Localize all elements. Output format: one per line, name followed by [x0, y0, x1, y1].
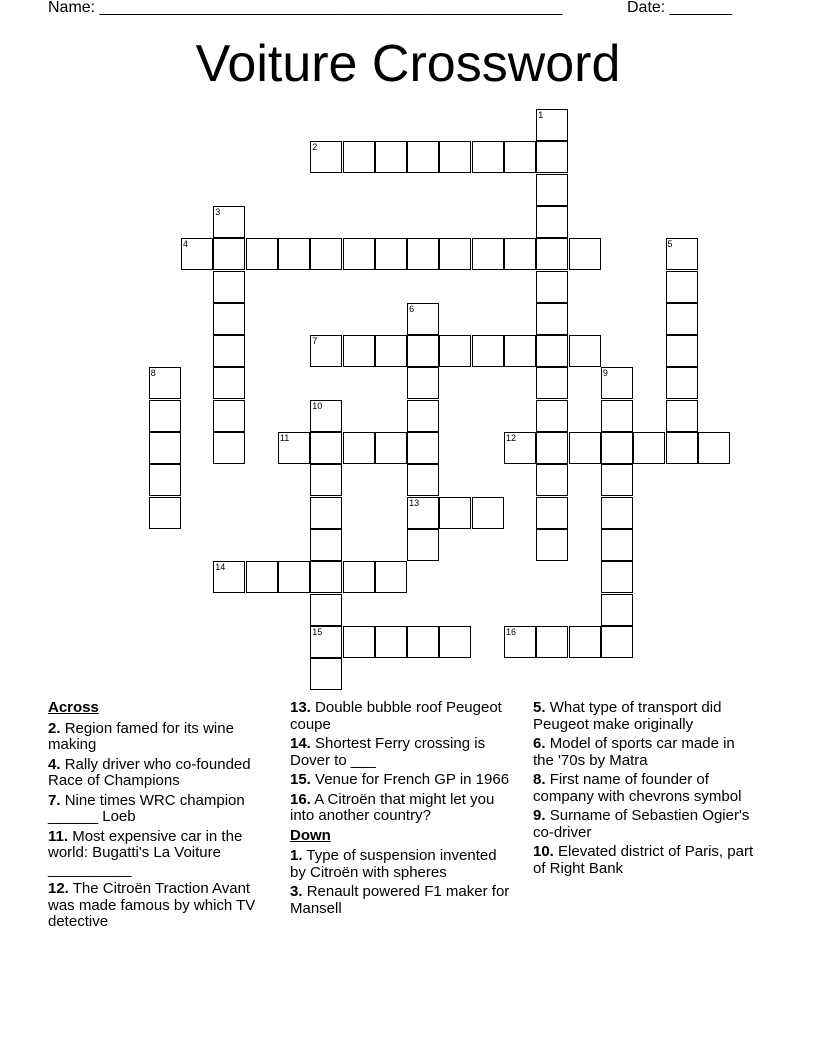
- grid-cell[interactable]: [213, 271, 245, 303]
- clue-down-10: [533, 844, 758, 877]
- clue-number: 12.: [48, 880, 69, 897]
- grid-cell[interactable]: [375, 238, 407, 270]
- clue-across-11: [48, 829, 278, 879]
- clue-number: 6.: [533, 735, 546, 752]
- grid-cell[interactable]: [439, 238, 471, 270]
- grid-cell[interactable]: [536, 432, 568, 464]
- grid-cell[interactable]: [407, 367, 439, 399]
- grid-cell[interactable]: [666, 238, 698, 270]
- grid-cell[interactable]: [536, 529, 568, 561]
- clue-down-3: [290, 884, 510, 917]
- grid-cell[interactable]: [666, 271, 698, 303]
- grid-cell[interactable]: [504, 335, 536, 367]
- clue-across-15: [290, 772, 510, 789]
- grid-cell[interactable]: [407, 141, 439, 173]
- clue-text: Model of sports car made in the '70s by Matra: [533, 735, 735, 769]
- grid-cell[interactable]: [375, 335, 407, 367]
- grid-cell[interactable]: [278, 561, 310, 593]
- grid-cell[interactable]: [666, 367, 698, 399]
- clue-number: 7.: [48, 791, 61, 809]
- grid-cell[interactable]: [601, 594, 633, 626]
- grid-cell[interactable]: [407, 529, 439, 561]
- clue-text: Most expensive car in the world: Bugatti's La Voiture __________: [48, 827, 243, 878]
- clue-text: Type of suspension invented by Citroën with spheres: [290, 847, 497, 881]
- grid-cell[interactable]: [375, 561, 407, 593]
- clue-number: 10.: [533, 843, 554, 860]
- clue-across-14: [290, 736, 510, 769]
- clue-down-8: [533, 772, 758, 805]
- grid-cell[interactable]: [439, 497, 471, 529]
- clue-number: 16.: [290, 790, 311, 808]
- grid-cell[interactable]: [213, 367, 245, 399]
- grid-cell[interactable]: [666, 335, 698, 367]
- cell-number: 15: [312, 626, 323, 637]
- clue-text: Double bubble roof Peugeot coupe: [290, 699, 502, 733]
- grid-cell[interactable]: [310, 238, 342, 270]
- grid-cell[interactable]: [213, 432, 245, 464]
- grid-cell[interactable]: [310, 432, 342, 464]
- clue-down-9: [533, 808, 758, 841]
- grid-cell[interactable]: [569, 238, 601, 270]
- cell-number: 13: [409, 497, 420, 508]
- grid-cell[interactable]: [149, 464, 181, 496]
- clue-text: Shortest Ferry crossing is Dover to ___: [290, 735, 486, 769]
- grid-cell[interactable]: [407, 238, 439, 270]
- grid-cell[interactable]: [601, 626, 633, 658]
- grid-cell[interactable]: [633, 432, 665, 464]
- grid-cell[interactable]: [407, 335, 439, 367]
- grid-cell[interactable]: [536, 141, 568, 173]
- cell-number: 7: [312, 336, 318, 347]
- cell-number: 12: [506, 433, 517, 443]
- cell-number: 3: [215, 206, 221, 217]
- grid-cell[interactable]: [601, 432, 633, 464]
- grid-cell[interactable]: [536, 206, 568, 238]
- clue-text: Renault powered F1 maker for Mansell: [290, 883, 510, 917]
- clue-column-2: [290, 700, 510, 920]
- grid-cell[interactable]: [149, 400, 181, 432]
- grid-cell[interactable]: [310, 561, 342, 593]
- clue-column-1: [48, 700, 278, 934]
- clue-down-6: [533, 736, 758, 769]
- cell-number: 10: [312, 400, 323, 411]
- grid-cell[interactable]: [407, 432, 439, 464]
- cell-number: 9: [602, 368, 608, 379]
- grid-cell[interactable]: [601, 561, 633, 593]
- grid-cell[interactable]: [375, 141, 407, 173]
- grid-cell[interactable]: [536, 497, 568, 529]
- grid-cell[interactable]: [310, 658, 342, 690]
- clue-number: 8.: [533, 771, 546, 788]
- grid-cell[interactable]: [246, 238, 278, 270]
- clue-number: 3.: [290, 883, 303, 900]
- grid-cell[interactable]: [504, 238, 536, 270]
- grid-cell[interactable]: [343, 141, 375, 173]
- grid-cell[interactable]: [472, 335, 504, 367]
- clue-number: 2.: [48, 719, 61, 737]
- clue-text: A Citroën that might let you into another country?: [290, 790, 495, 824]
- grid-cell[interactable]: [666, 432, 698, 464]
- grid-cell[interactable]: [181, 238, 213, 270]
- grid-cell[interactable]: [213, 561, 245, 593]
- grid-cell[interactable]: [472, 497, 504, 529]
- grid-cell[interactable]: [310, 497, 342, 529]
- grid-cell[interactable]: [310, 141, 342, 173]
- date-field[interactable]: Date: _______: [627, 0, 732, 16]
- grid-cell[interactable]: [343, 432, 375, 464]
- grid-cell[interactable]: [278, 238, 310, 270]
- grid-cell[interactable]: [407, 464, 439, 496]
- cell-number: 8: [150, 368, 156, 379]
- grid-cell[interactable]: [601, 464, 633, 496]
- clue-number: 13.: [290, 699, 311, 716]
- grid-cell[interactable]: [504, 432, 536, 464]
- clue-text: The Citroën Traction Avant was made famous by which TV detective: [48, 880, 256, 930]
- grid-cell[interactable]: [569, 432, 601, 464]
- clue-text: Nine times WRC champion ______ Loeb: [48, 791, 245, 825]
- grid-cell[interactable]: [601, 367, 633, 399]
- grid-cell[interactable]: [569, 626, 601, 658]
- grid-cell[interactable]: [407, 497, 439, 529]
- grid-cell[interactable]: [149, 432, 181, 464]
- grid-cell[interactable]: [213, 303, 245, 335]
- clue-number: 1.: [290, 847, 303, 864]
- grid-cell[interactable]: [149, 497, 181, 529]
- grid-cell[interactable]: [213, 335, 245, 367]
- grid-cell[interactable]: [407, 303, 439, 335]
- grid-cell[interactable]: [536, 238, 568, 270]
- cell-number: 5: [667, 239, 673, 250]
- clue-across-13: [290, 700, 510, 733]
- grid-cell[interactable]: [375, 626, 407, 658]
- grid-cell[interactable]: [149, 367, 181, 399]
- clue-text: First name of founder of company with chevrons symbol: [533, 771, 742, 805]
- clue-text: Region famed for its wine making: [48, 719, 234, 753]
- clue-down-1: [290, 848, 510, 881]
- grid-cell[interactable]: [310, 626, 342, 658]
- grid-cell[interactable]: [213, 400, 245, 432]
- clue-text: Elevated district of Paris, part of Right Bank: [533, 843, 754, 877]
- grid-cell[interactable]: [278, 432, 310, 464]
- grid-cell[interactable]: [666, 400, 698, 432]
- clue-down-5: [533, 700, 758, 733]
- grid-cell[interactable]: [472, 141, 504, 173]
- cell-number: 4: [183, 239, 189, 250]
- clue-across-2: [48, 721, 278, 754]
- clue-text: What type of transport did Peugeot make originally: [533, 699, 722, 733]
- across-heading: Across: [48, 699, 99, 716]
- grid-cell[interactable]: [536, 174, 568, 206]
- grid-cell[interactable]: [310, 464, 342, 496]
- cell-number: 2: [312, 142, 318, 153]
- grid-cell[interactable]: [343, 335, 375, 367]
- name-field[interactable]: Name: ____________________________________________________: [48, 0, 563, 16]
- clue-number: 5.: [533, 699, 546, 716]
- grid-cell[interactable]: [310, 594, 342, 626]
- grid-cell[interactable]: [343, 626, 375, 658]
- cell-number: 6: [409, 303, 415, 314]
- grid-cell[interactable]: [504, 141, 536, 173]
- grid-cell[interactable]: [698, 432, 730, 464]
- clue-across-4: [48, 757, 278, 790]
- clue-number: 14.: [290, 735, 311, 752]
- grid-cell[interactable]: [213, 238, 245, 270]
- clue-number: 9.: [533, 807, 546, 824]
- grid-cell[interactable]: [343, 238, 375, 270]
- grid-cell[interactable]: [439, 335, 471, 367]
- grid-cell[interactable]: [343, 561, 375, 593]
- clue-across-12: [48, 881, 278, 931]
- grid-cell[interactable]: [439, 141, 471, 173]
- grid-cell[interactable]: [536, 367, 568, 399]
- grid-cell[interactable]: [536, 109, 568, 141]
- grid-cell[interactable]: [601, 400, 633, 432]
- cell-number: 16: [506, 626, 517, 637]
- clue-text: Rally driver who co-founded Race of Champions: [48, 755, 251, 789]
- grid-cell[interactable]: [310, 400, 342, 432]
- grid-cell[interactable]: [666, 303, 698, 335]
- grid-cell[interactable]: [536, 271, 568, 303]
- grid-cell[interactable]: [536, 303, 568, 335]
- grid-cell[interactable]: [472, 238, 504, 270]
- cell-number: 14: [215, 562, 226, 573]
- grid-cell[interactable]: [213, 206, 245, 238]
- grid-cell[interactable]: [407, 400, 439, 432]
- page-title: Voiture Crossword: [195, 35, 621, 93]
- grid-cell[interactable]: [310, 335, 342, 367]
- grid-cell[interactable]: [601, 529, 633, 561]
- clue-number: 11.: [48, 827, 69, 845]
- grid-cell[interactable]: [407, 626, 439, 658]
- clue-across-7: [48, 793, 278, 826]
- grid-cell[interactable]: [601, 497, 633, 529]
- grid-cell[interactable]: [375, 432, 407, 464]
- down-heading: Down: [290, 826, 331, 844]
- cell-number: 1: [538, 110, 544, 120]
- grid-cell[interactable]: [310, 529, 342, 561]
- grid-cell[interactable]: [536, 400, 568, 432]
- clue-across-16: [290, 792, 510, 825]
- grid-cell[interactable]: [439, 626, 471, 658]
- grid-cell[interactable]: [536, 335, 568, 367]
- clue-text: Venue for French GP in 1966: [315, 771, 510, 788]
- grid-cell[interactable]: [504, 626, 536, 658]
- clue-text: Surname of Sebastien Ogier's co-driver: [533, 807, 750, 841]
- grid-cell[interactable]: [246, 561, 278, 593]
- grid-cell[interactable]: [536, 464, 568, 496]
- clue-number: 15.: [290, 771, 311, 788]
- grid-cell[interactable]: [536, 626, 568, 658]
- grid-cell[interactable]: [569, 335, 601, 367]
- clue-column-3: [533, 700, 758, 880]
- cell-number: 11: [279, 433, 290, 443]
- clue-number: 4.: [48, 755, 61, 773]
